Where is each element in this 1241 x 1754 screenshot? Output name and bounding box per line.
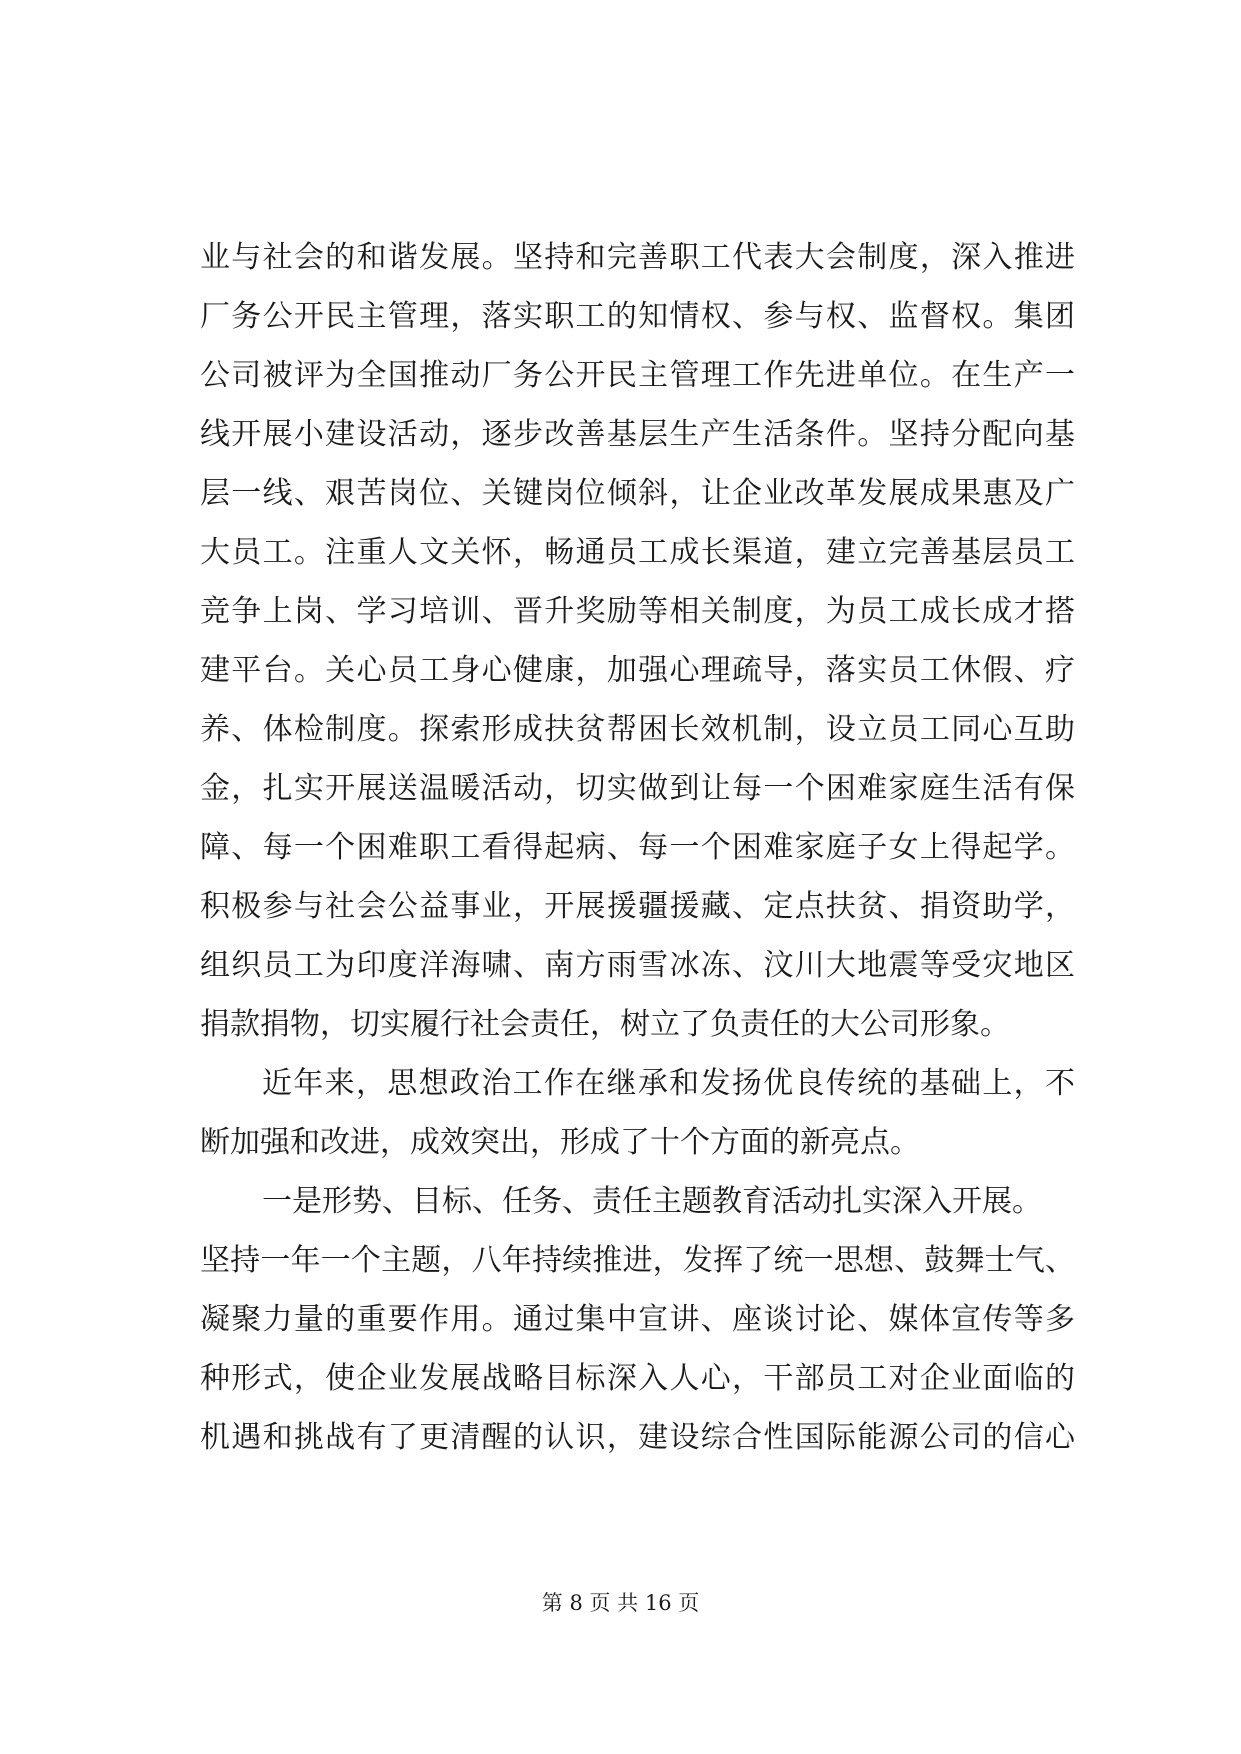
paragraph-first-line: 一是形势、目标、任务、责任主题教育活动扎实深入开展。 (262, 1184, 1042, 1219)
text-line: 障、每一个困难职工看得起病、每一个困难家庭子女上得起学。 (200, 830, 1075, 865)
text-line: 积极参与社会公益事业，开展援疆援藏、定点扶贫、捐资助学， (200, 889, 1075, 924)
text-line: 层一线、艰苦岗位、关键岗位倾斜，让企业改革发展成果惠及广 (200, 476, 1075, 511)
text-line: 断加强和改进，成效突出，形成了十个方面的新亮点。 (200, 1125, 920, 1160)
text-line: 建平台。关心员工身心健康，加强心理疏导，落实员工休假、疗 (200, 653, 1075, 688)
text-line: 养、体检制度。探索形成扶贫帮困长效机制，设立员工同心互助 (200, 712, 1075, 747)
text-line: 坚持一年一个主题，八年持续推进，发挥了统一思想、鼓舞士气、 (200, 1243, 1075, 1278)
text-line: 凝聚力量的重要作用。通过集中宣讲、座谈讨论、媒体宣传等多 (200, 1302, 1075, 1337)
text-line: 厂务公开民主管理，落实职工的知情权、参与权、监督权。集团 (200, 299, 1075, 334)
text-line: 金，扎实开展送温暖活动，切实做到让每一个困难家庭生活有保 (200, 771, 1075, 806)
text-line: 公司被评为全国推动厂务公开民主管理工作先进单位。在生产一 (200, 358, 1075, 393)
paragraph-first-line: 近年来，思想政治工作在继承和发扬优良传统的基础上，不 (262, 1066, 1075, 1101)
text-line: 种形式，使企业发展战略目标深入人心，干部员工对企业面临的 (200, 1361, 1075, 1396)
document-body (200, 228, 1075, 1467)
text-line: 业与社会的和谐发展。坚持和完善职工代表大会制度，深入推进 (200, 240, 1075, 275)
text-line: 竞争上岗、学习培训、晋升奖励等相关制度，为员工成长成才搭 (200, 594, 1075, 629)
page-footer (0, 1587, 1241, 1617)
text-line: 捐款捐物，切实履行社会责任，树立了负责任的大公司形象。 (200, 1007, 1010, 1042)
text-line: 大员工。注重人文关怀，畅通员工成长渠道，建立完善基层员工 (200, 535, 1075, 570)
text-line: 线开展小建设活动，逐步改善基层生产生活条件。坚持分配向基 (200, 417, 1075, 452)
text-line: 组织员工为印度洋海啸、南方雨雪冰冻、汶川大地震等受灾地区 (200, 948, 1075, 983)
text-line: 机遇和挑战有了更清醒的认识，建设综合性国际能源公司的信心 (200, 1420, 1075, 1455)
page-number: 第 8 页 共 16 页 (541, 1591, 700, 1615)
